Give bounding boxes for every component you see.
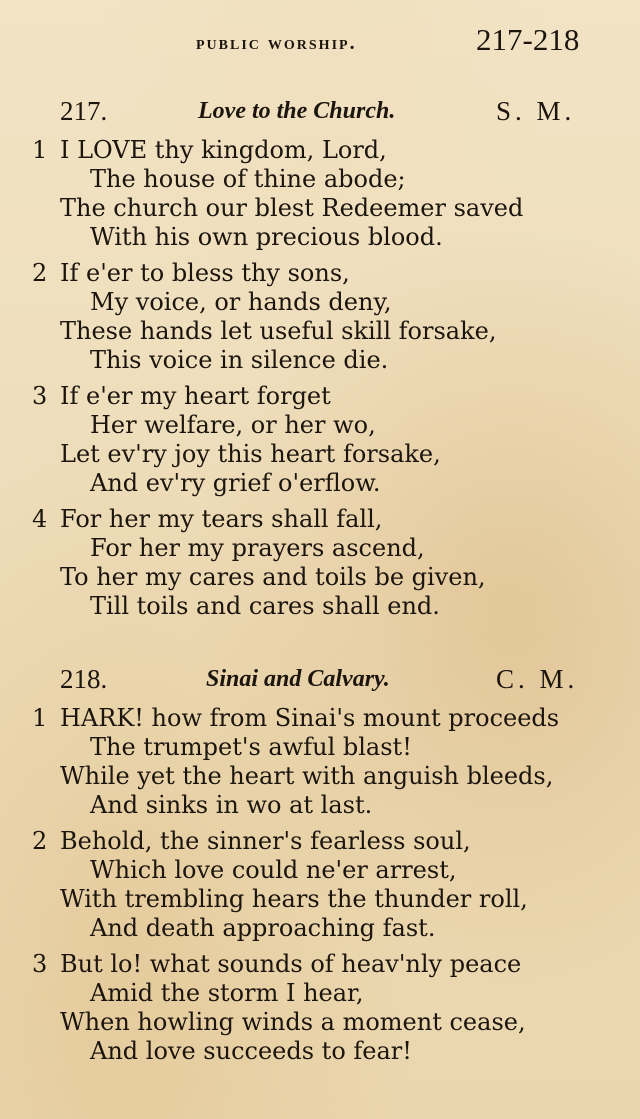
- verse-line: When howling winds a moment cease,: [60, 1008, 526, 1036]
- stanza: [0, 382, 640, 498]
- verse-line: But lo! what sounds of heav'nly peace: [60, 950, 522, 978]
- stanza: [0, 259, 640, 375]
- verse-line: Her welfare, or her wo,: [90, 411, 376, 439]
- hymn-title: Sinai and Calvary.: [206, 666, 390, 692]
- verse-line: These hands let useful skill forsake,: [60, 317, 497, 345]
- stanza: [0, 505, 640, 621]
- stanza: [0, 950, 640, 1066]
- hymn-meter: S. M.: [496, 96, 576, 126]
- verse-line: To her my cares and toils be given,: [60, 563, 486, 591]
- verse-line: And love succeeds to fear!: [90, 1037, 412, 1065]
- running-head: public worship.: [196, 32, 357, 54]
- verse-line: For her my prayers ascend,: [90, 534, 425, 562]
- verse-line: And sinks in wo at last.: [90, 791, 373, 819]
- hymn-number: 217.: [60, 96, 108, 126]
- stanza-number: 3: [32, 950, 48, 978]
- hymn-heading: [0, 96, 640, 130]
- page-header: [0, 22, 640, 62]
- verse-line: HARK! how from Sinai's mount proceeds: [60, 704, 560, 732]
- verse-line: The house of thine abode;: [90, 165, 406, 193]
- verse-line: My voice, or hands deny,: [90, 288, 392, 316]
- verse-line: For her my tears shall fall,: [60, 505, 383, 533]
- stanza-number: 2: [32, 827, 48, 855]
- verse-line: Behold, the sinner's fearless soul,: [60, 827, 471, 855]
- stanza: [0, 827, 640, 943]
- verse-line: With trembling hears the thunder roll,: [60, 885, 528, 913]
- verse-line: This voice in silence die.: [90, 346, 389, 374]
- verse-line: If e'er my heart forget: [60, 382, 331, 410]
- verse-line: While yet the heart with anguish bleeds,: [60, 762, 554, 790]
- hymn-title: Love to the Church.: [198, 98, 396, 124]
- stanza: [0, 136, 640, 252]
- verse-line: I LOVE thy kingdom, Lord,: [60, 136, 387, 164]
- verse-line: Till toils and cares shall end.: [90, 592, 440, 620]
- hymn-meter: C. M.: [496, 664, 579, 694]
- hymn-218: [0, 664, 640, 1073]
- verse-line: The church our blest Redeemer saved: [60, 194, 524, 222]
- verse-line: Let ev'ry joy this heart forsake,: [60, 440, 441, 468]
- stanza-number: 3: [32, 382, 48, 410]
- stanza: [0, 704, 640, 820]
- hymn-heading: [0, 664, 640, 698]
- verse-line: If e'er to bless thy sons,: [60, 259, 350, 287]
- verse-line: And ev'ry grief o'erflow.: [90, 469, 381, 497]
- hymn-number: 218.: [60, 664, 108, 694]
- hymn-217: [0, 96, 640, 628]
- stanza-number: 1: [32, 136, 48, 164]
- verse-line: Which love could ne'er arrest,: [90, 856, 457, 884]
- page-numbers: 217-218: [476, 22, 580, 57]
- verse-line: And death approaching fast.: [90, 914, 436, 942]
- stanza-number: 2: [32, 259, 48, 287]
- verse-line: The trumpet's awful blast!: [90, 733, 412, 761]
- stanza-number: 1: [32, 704, 48, 732]
- verse-line: With his own precious blood.: [90, 223, 443, 251]
- verse-line: Amid the storm I hear,: [90, 979, 364, 1007]
- stanza-number: 4: [32, 505, 48, 533]
